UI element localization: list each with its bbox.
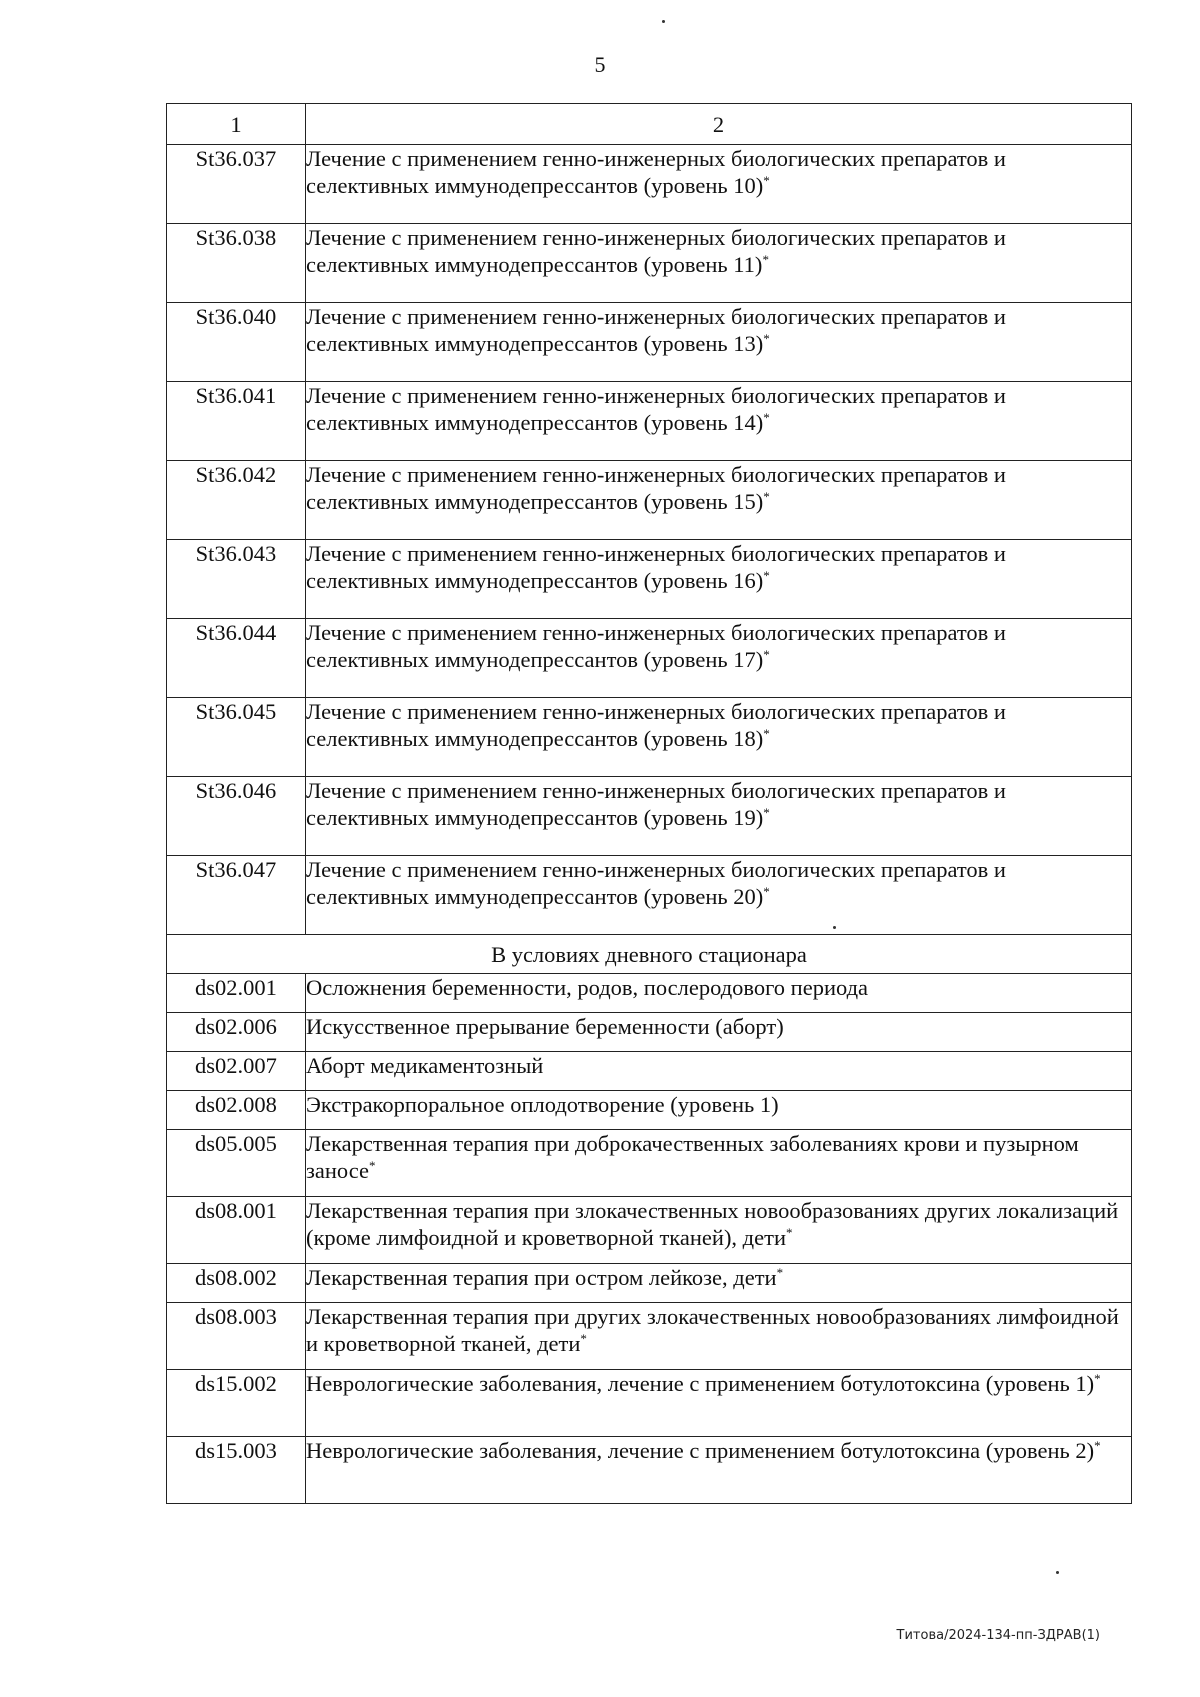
row-code: St36.038: [167, 224, 306, 303]
table-row: [167, 777, 1132, 856]
row-code: ds15.002: [167, 1370, 306, 1437]
row-code: St36.042: [167, 461, 306, 540]
table-row: [167, 1370, 1132, 1437]
table-row: [167, 856, 1132, 935]
table-row: [167, 1303, 1132, 1370]
row-description: [306, 777, 1132, 856]
row-code: St36.047: [167, 856, 306, 935]
row-description-text: Неврологические заболевания, лечение с применением ботулотоксина (уровень 2): [306, 1438, 1095, 1463]
footnote-mark: *: [763, 805, 770, 820]
section-row: [167, 935, 1132, 974]
table-header-row: [167, 104, 1132, 145]
footnote-mark: *: [763, 647, 770, 662]
table-row: [167, 619, 1132, 698]
row-description: [306, 1091, 1132, 1130]
codes-table: [166, 103, 1132, 1504]
scan-speck: [1056, 1571, 1059, 1574]
table-row: [167, 1091, 1132, 1130]
row-description: [306, 1197, 1132, 1264]
row-description: [306, 382, 1132, 461]
inpatient-rows: [167, 145, 1132, 935]
row-description-text: Лекарственная терапия при злокачественных новообразованиях других локализаций (кроме лимфоидной и кроветворной тканей), дети: [306, 1198, 1119, 1250]
row-description-text: Искусственное прерывание беременности (аборт): [306, 1014, 784, 1039]
table-row: [167, 1013, 1132, 1052]
footnote-mark: *: [763, 568, 770, 583]
row-code: St36.037: [167, 145, 306, 224]
row-code: ds15.003: [167, 1437, 306, 1504]
table-row: [167, 698, 1132, 777]
footnote-mark: *: [763, 489, 770, 504]
footnote-mark: *: [786, 1225, 793, 1240]
footnote-mark: *: [368, 1158, 376, 1173]
table-row: [167, 1197, 1132, 1264]
row-description-text: Лечение с применением генно-инженерных биологических препаратов и селективных иммунодепрессантов (уровень 15): [306, 462, 1006, 514]
row-code: ds08.002: [167, 1264, 306, 1303]
row-code: ds02.001: [167, 974, 306, 1013]
footnote-mark: *: [763, 331, 770, 346]
row-code: ds02.008: [167, 1091, 306, 1130]
row-description-text: Лечение с применением генно-инженерных биологических препаратов и селективных иммунодепрессантов (уровень 14): [306, 383, 1006, 435]
table-row: [167, 145, 1132, 224]
row-description: [306, 1303, 1132, 1370]
row-description-text: Лечение с применением генно-инженерных биологических препаратов и селективных иммунодепрессантов (уровень 13): [306, 304, 1006, 356]
row-code: ds02.007: [167, 1052, 306, 1091]
footnote-mark: *: [762, 252, 769, 267]
table-row: [167, 303, 1132, 382]
row-description-text: Лечение с применением генно-инженерных биологических препаратов и селективных иммунодепрессантов (уровень 17): [306, 620, 1006, 672]
row-description: [306, 1264, 1132, 1303]
row-description: [306, 1370, 1132, 1437]
footnote-mark: *: [1094, 1371, 1101, 1386]
footnote-mark: *: [763, 410, 770, 425]
row-description: [306, 303, 1132, 382]
row-description: [306, 856, 1132, 935]
row-description-text: Лечение с применением генно-инженерных биологических препаратов и селективных иммунодепрессантов (уровень 19): [306, 778, 1006, 830]
row-description-text: Лекарственная терапия при доброкачественных заболеваниях крови и пузырном заносе: [306, 1131, 1079, 1183]
row-description-text: Неврологические заболевания, лечение с применением ботулотоксина (уровень 1): [306, 1371, 1095, 1396]
row-description-text: Лекарственная терапия при остром лейкозе, дети: [306, 1265, 777, 1290]
row-description: [306, 145, 1132, 224]
row-description: [306, 224, 1132, 303]
row-description: [306, 1437, 1132, 1504]
scan-speck: [662, 20, 665, 23]
footnote-mark: *: [580, 1331, 587, 1346]
table-row: [167, 382, 1132, 461]
column-header-1: 1: [167, 104, 306, 145]
row-code: ds08.003: [167, 1303, 306, 1370]
day-hospital-rows: [167, 974, 1132, 1504]
row-code: St36.045: [167, 698, 306, 777]
row-description: [306, 619, 1132, 698]
table-row: [167, 974, 1132, 1013]
page-number: 5: [594, 52, 606, 77]
row-code: ds02.006: [167, 1013, 306, 1052]
row-description-text: Лечение с применением генно-инженерных биологических препаратов и селективных иммунодепрессантов (уровень 16): [306, 541, 1006, 593]
footnote-mark: *: [1094, 1438, 1101, 1453]
row-description-text: Лечение с применением генно-инженерных биологических препаратов и селективных иммунодепрессантов (уровень 20): [306, 857, 1006, 909]
footnote-mark: *: [763, 726, 770, 741]
column-header-2: 2: [306, 104, 1132, 145]
row-description: [306, 1013, 1132, 1052]
row-code: St36.041: [167, 382, 306, 461]
table-row: [167, 1052, 1132, 1091]
row-code: St36.046: [167, 777, 306, 856]
row-description-text: Лечение с применением генно-инженерных биологических препаратов и селективных иммунодепрессантов (уровень 11): [306, 225, 1006, 277]
row-description: [306, 1130, 1132, 1197]
row-code: St36.044: [167, 619, 306, 698]
footnote-mark: *: [763, 884, 770, 899]
row-description-text: Лекарственная терапия при других злокачественных новообразованиях лимфоидной и кроветворной тканей, дети: [306, 1304, 1119, 1356]
footnote-mark: *: [776, 1265, 784, 1280]
row-description: [306, 1052, 1132, 1091]
row-code: St36.043: [167, 540, 306, 619]
table-row: [167, 224, 1132, 303]
table-row: [167, 1130, 1132, 1197]
row-description: [306, 698, 1132, 777]
row-description: [306, 540, 1132, 619]
row-description: [306, 974, 1132, 1013]
row-description-text: Осложнения беременности, родов, послеродового периода: [306, 975, 869, 1000]
table-row: [167, 461, 1132, 540]
table-row: [167, 540, 1132, 619]
table-row: [167, 1264, 1132, 1303]
footnote-mark: *: [763, 173, 770, 188]
row-description-text: Лечение с применением генно-инженерных биологических препаратов и селективных иммунодепрессантов (уровень 10): [306, 146, 1006, 198]
row-description-text: Экстракорпоральное оплодотворение (уровень 1): [306, 1092, 779, 1117]
row-description-text: Аборт медикаментозный: [306, 1053, 544, 1078]
row-code: ds08.001: [167, 1197, 306, 1264]
section-title: В условиях дневного стационара: [167, 935, 1132, 974]
row-description-text: Лечение с применением генно-инженерных биологических препаратов и селективных иммунодепрессантов (уровень 18): [306, 699, 1006, 751]
row-description: [306, 461, 1132, 540]
table-row: [167, 1437, 1132, 1504]
row-code: St36.040: [167, 303, 306, 382]
document-footer: Титова/2024-134-пп-ЗДРАВ(1): [896, 1628, 1100, 1643]
row-code: ds05.005: [167, 1130, 306, 1197]
